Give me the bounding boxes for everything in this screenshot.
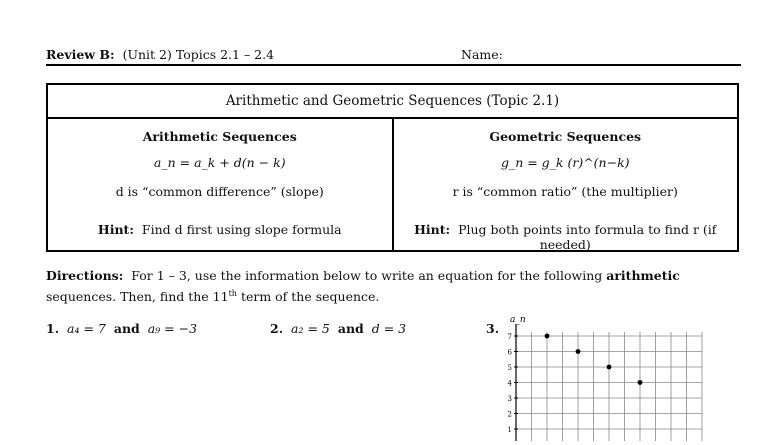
geometric-formula: g_n = g_k (r)^(n−k) (500, 155, 630, 170)
data-point (638, 380, 643, 385)
header (46, 47, 741, 66)
arithmetic-hint: Hint: Find d first using slope formula (97, 222, 342, 237)
y-tick-label: 1 (507, 426, 512, 434)
y-axis-label: a_n (510, 315, 526, 325)
data-point (607, 365, 612, 370)
summary-box (46, 83, 739, 252)
directions: Directions: For 1 – 3, use the information below to write an equation for the following arithmetic sequences. Then, find the 11th term of the sequence. (46, 268, 680, 305)
review-title: Review B: (Unit 2) Topics 2.1 – 2.4 (46, 47, 275, 62)
arithmetic-heading: Arithmetic Sequences (142, 129, 297, 144)
y-tick-label: 7 (507, 333, 512, 341)
geometric-description: r is “common ratio” (the multiplier) (452, 184, 678, 199)
arithmetic-description: d is “common difference” (slope) (115, 184, 324, 199)
data-point (576, 349, 581, 354)
geometric-hint: Hint: Plug both points into formula to find r (if needed) (414, 222, 717, 252)
problem-2: 2. a₂ = 5 and d = 3 (270, 321, 407, 336)
sequence-graph (500, 310, 710, 445)
y-tick-label: 2 (507, 410, 512, 419)
problem-1: 1. a₄ = 7 and a₉ = −3 (46, 321, 198, 336)
y-tick-label: 3 (507, 395, 512, 403)
sequence-chart (500, 310, 710, 441)
y-tick-label: 6 (507, 348, 512, 357)
box-title: Arithmetic and Geometric Sequences (Topic 2.1) (47, 84, 738, 118)
y-tick-label: 4 (507, 379, 512, 388)
geometric-column (393, 118, 739, 251)
y-tick-label: 5 (507, 364, 512, 372)
geometric-heading: Geometric Sequences (489, 129, 642, 144)
problem-3: 3. (486, 321, 500, 336)
data-point (545, 334, 550, 339)
name-label: Name: (461, 47, 503, 62)
arithmetic-formula: a_n = a_k + d(n − k) (153, 155, 286, 170)
arithmetic-column (47, 118, 393, 251)
